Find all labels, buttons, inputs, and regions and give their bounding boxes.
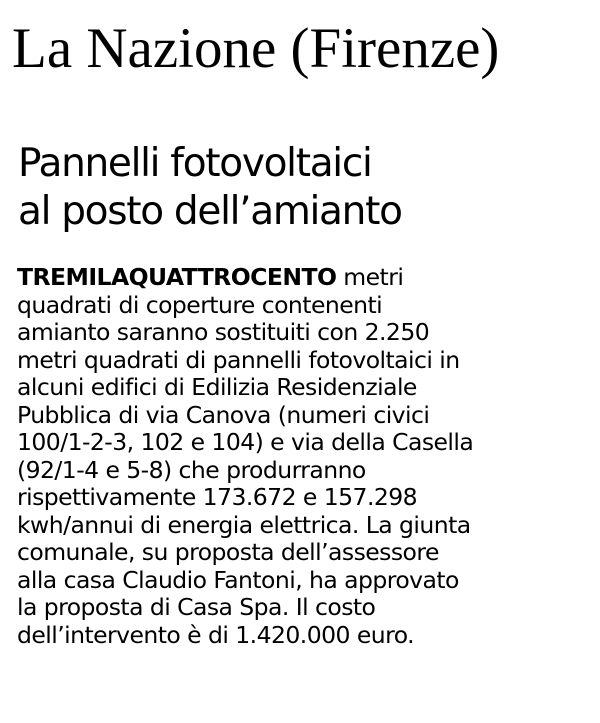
article-line: rispettivamente 173.672 e 157.298 — [17, 483, 418, 511]
article-line: quadrati di coperture contenenti — [17, 290, 383, 319]
article-line: la proposta di Casa Spa. Il costo — [17, 593, 376, 621]
article-line: kwh/annui di energia elettrica. La giunta — [17, 510, 471, 539]
article-line: 100/1-2-3, 102 e 104) e via della Casella — [17, 428, 474, 456]
article-lead-word: TREMILAQUATTROCENTO — [17, 263, 337, 291]
article-line: Pubblica di via Canova (numeri civici — [17, 400, 430, 429]
article-first-line-rest: metri — [336, 263, 404, 291]
headline-line: Pannelli fotovoltaici — [18, 141, 372, 186]
article-line: (92/1-4 e 5-8) che produrranno — [17, 455, 366, 484]
article-line: amianto saranno sostituiti con 2.250 — [17, 318, 430, 346]
article-line: metri quadrati di pannelli fotovoltaici in — [17, 345, 460, 374]
article-line: alla casa Claudio Fantoni, ha approvato — [17, 565, 459, 594]
article-line: alcuni edifici di Edilizia Residenziale — [17, 373, 417, 401]
article-headline — [18, 140, 588, 236]
headline-line: al posto dell’amianto — [18, 189, 402, 234]
article-line: comunale, su proposta dell’assessore — [17, 538, 439, 566]
article-line — [17, 264, 597, 292]
article-line: dell’intervento è di 1.420.000 euro. — [17, 620, 415, 649]
article-body — [17, 264, 597, 649]
newspaper-masthead: La Nazione (Firenze) — [12, 17, 500, 80]
